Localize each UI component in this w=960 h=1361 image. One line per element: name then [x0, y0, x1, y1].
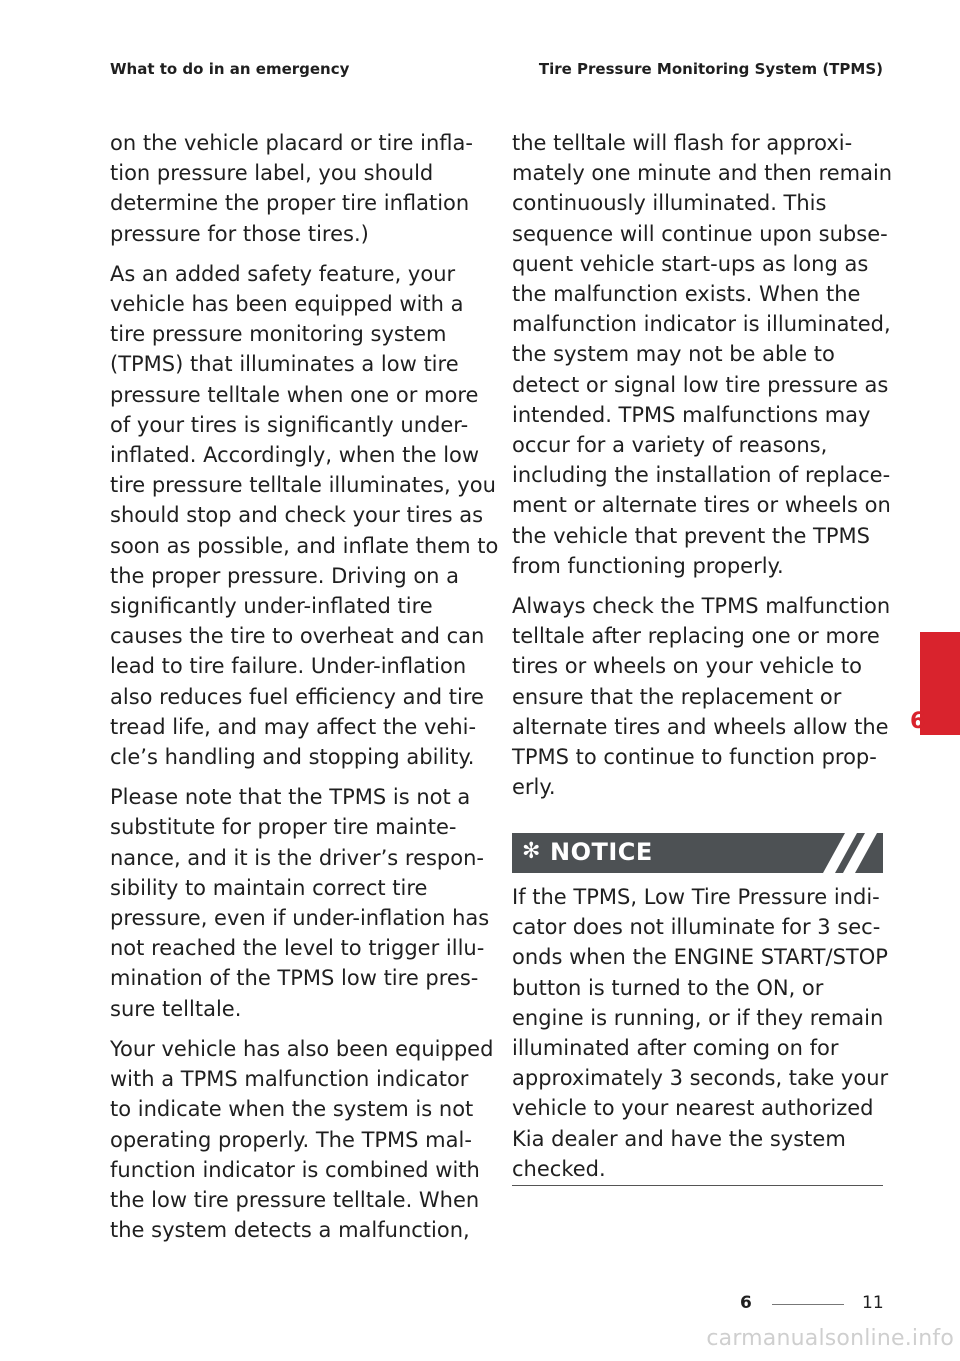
text-line: approximately 3 seconds, take your [512, 1066, 889, 1091]
text-line: tread life, and may affect the vehi- [110, 714, 477, 739]
text-line: not reached the level to trigger illu- [110, 936, 485, 961]
notice-end-rule [512, 1185, 883, 1186]
notice-body [512, 882, 889, 1194]
watermark: carmanualsonline.info [706, 1326, 954, 1351]
text-line: ensure that the replacement or [512, 684, 842, 709]
text-line: quent vehicle start-ups as long as [512, 251, 869, 276]
text-line: illuminated after coming on for [512, 1036, 839, 1061]
text-line: vehicle to your nearest authorized [512, 1096, 874, 1121]
header-section-title: What to do in an emergency [110, 60, 350, 78]
paragraph [512, 591, 891, 802]
footer-divider [772, 1304, 844, 1305]
running-header [110, 60, 883, 78]
text-line: cator does not illuminate for 3 sec- [512, 915, 881, 940]
text-line: (TPMS) that illuminates a low tire [110, 352, 459, 377]
text-line: Your vehicle has also been equipped [110, 1036, 494, 1061]
text-line: checked. [512, 1156, 606, 1181]
text-line: the system may not be able to [512, 342, 835, 367]
paragraph [512, 128, 893, 581]
text-line: inflated. Accordingly, when the low [110, 443, 480, 468]
text-line: detect or signal low tire pressure as [512, 372, 889, 397]
text-line: tire pressure telltale illuminates, you [110, 473, 496, 498]
text-line: the malfunction exists. When the [512, 282, 861, 307]
text-line: including the installation of replace- [512, 463, 891, 488]
text-line: the low tire pressure telltale. When [110, 1187, 480, 1212]
text-line: with a TPMS malfunction indicator [110, 1067, 469, 1092]
text-line: continuously illuminated. This [512, 191, 827, 216]
text-line: engine is running, or if they remain [512, 1005, 884, 1030]
notice-title: NOTICE [550, 838, 653, 866]
text-line: mately one minute and then remain [512, 161, 893, 186]
text-line: ment or alternate tires or wheels on [512, 493, 891, 518]
text-line: Please note that the TPMS is not a [110, 785, 471, 810]
text-line: malfunction indicator is illuminated, [512, 312, 891, 337]
notice-paragraph [512, 882, 889, 1184]
diagonal-stripes-decoration [813, 833, 883, 873]
header-topic-title: Tire Pressure Monitoring System (TPMS) [538, 60, 883, 78]
text-line: pressure, even if under-inflation has [110, 906, 490, 931]
text-line: the telltale will flash for approxi- [512, 131, 853, 155]
paragraph [110, 1034, 494, 1245]
text-line: Always check the TPMS malfunction [512, 594, 891, 619]
text-line: should stop and check your tires as [110, 503, 484, 528]
footer-page-number: 11 [862, 1293, 884, 1313]
text-line: cle’s handling and stopping ability. [110, 745, 475, 770]
text-line: sure telltale. [110, 996, 242, 1021]
chapter-tab-number: 6 [910, 709, 926, 734]
paragraph [110, 128, 478, 249]
text-line: vehicle has been equipped with a [110, 292, 464, 317]
paragraph [110, 782, 490, 1024]
text-line: the proper pressure. Driving on a [110, 563, 460, 588]
text-line: the vehicle that prevent the TPMS [512, 523, 870, 548]
text-line: tion pressure label, you should [110, 161, 434, 186]
text-line: onds when the ENGINE START/STOP [512, 945, 888, 970]
text-line: sequence will continue upon subse- [512, 221, 888, 246]
text-line: function indicator is combined with [110, 1157, 480, 1182]
text-line: telltale after replacing one or more [512, 624, 880, 649]
chapter-tab [920, 632, 960, 735]
text-line: TPMS to continue to function prop- [512, 745, 877, 770]
text-line: occur for a variety of reasons, [512, 433, 828, 458]
notice-banner [512, 833, 883, 873]
text-line: mination of the TPMS low tire pres- [110, 966, 479, 991]
text-line: intended. TPMS malfunctions may [512, 402, 871, 427]
text-line: also reduces fuel efficiency and tire [110, 684, 484, 709]
text-line: of your tires is significantly under- [110, 412, 469, 437]
text-line: substitute for proper tire mainte- [110, 815, 457, 840]
text-line: lead to tire failure. Under-inflation [110, 654, 467, 679]
text-line: As an added safety feature, your [110, 261, 456, 286]
text-line: sibility to maintain correct tire [110, 875, 428, 900]
paragraph [110, 259, 499, 772]
footer-chapter-number: 6 [740, 1293, 752, 1313]
text-line: from functioning properly. [512, 553, 784, 578]
text-line: tire pressure monitoring system [110, 322, 447, 347]
text-line: pressure for those tires.) [110, 221, 369, 246]
text-line: significantly under-inflated tire [110, 594, 433, 619]
text-line: nance, and it is the driver’s respon- [110, 845, 484, 870]
text-line: pressure telltale when one or more [110, 382, 479, 407]
text-line: tires or wheels on your vehicle to [512, 654, 862, 679]
text-line: causes the tire to overheat and can [110, 624, 485, 649]
text-line: If the TPMS, Low Tire Pressure indi- [512, 885, 880, 909]
text-line: soon as possible, and inflate them to [110, 533, 499, 558]
text-line: Kia dealer and have the system [512, 1126, 846, 1151]
text-line: erly. [512, 775, 556, 800]
text-line: determine the proper tire inflation [110, 191, 470, 216]
text-line: alternate tires and wheels allow the [512, 714, 889, 739]
left-column [110, 128, 499, 1255]
asterisk-icon: ✻ [522, 839, 541, 864]
text-line: operating properly. The TPMS mal- [110, 1127, 472, 1152]
text-line: on the vehicle placard or tire infla- [110, 131, 473, 155]
text-line: the system detects a malfunction, [110, 1218, 470, 1243]
text-line: to indicate when the system is not [110, 1097, 474, 1122]
text-line: button is turned to the ON, or [512, 975, 824, 1000]
right-column [512, 128, 893, 812]
